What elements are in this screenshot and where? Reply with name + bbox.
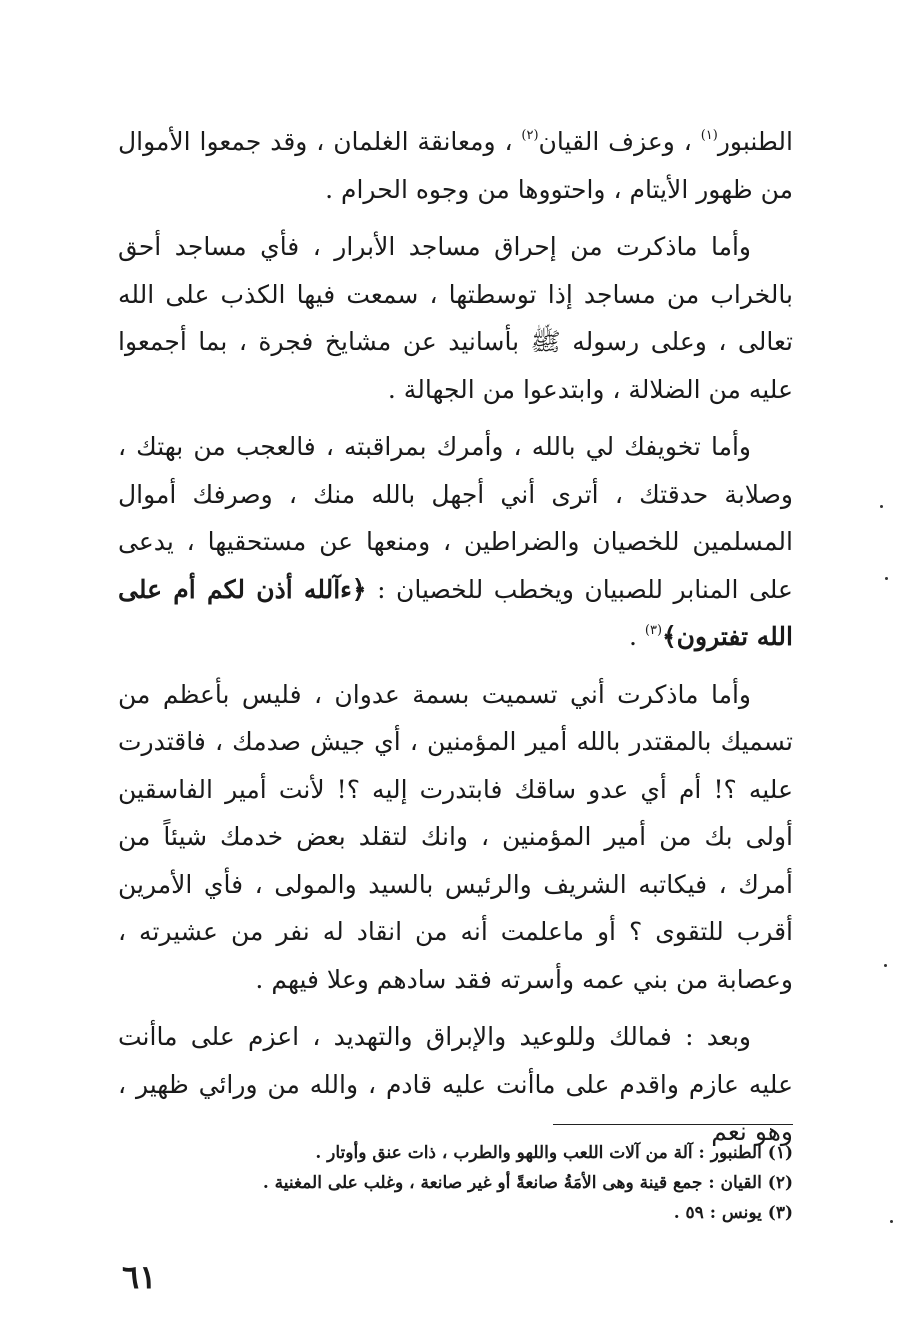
page-number: ٦١ bbox=[122, 1258, 157, 1296]
footnote-ref-2[interactable]: (٢) bbox=[521, 128, 539, 143]
footnote-divider bbox=[553, 1124, 793, 1125]
paragraph-1 bbox=[118, 118, 793, 213]
footnote-3: (٣) يونس : ٥٩ . bbox=[673, 1203, 793, 1223]
page-body bbox=[118, 118, 793, 1166]
paragraph-1-text-a: الطنبور bbox=[717, 127, 793, 156]
paragraph-1-text-b: ، وعزف القيان bbox=[538, 127, 701, 156]
quran-verse: ﴿ءآلله أذن لكم أم على الله تفترون﴾ bbox=[118, 574, 793, 651]
footnote-2: (٢) القيان : جمع قينة وهى الأمَةُ صانعةً أو غير صانعة ، وغلب على المغنية . bbox=[262, 1173, 793, 1193]
scan-speck bbox=[890, 1220, 893, 1223]
paragraph-3-text-b: . bbox=[628, 622, 645, 651]
paragraph-4: وأما ماذكرت أني تسميت بسمة عدوان ، فليس بأعظم من تسميك بالمقتدر بالله أمير المؤمنين ، أي جيش صدمك ، فاقتدرت عليه ؟! أم أي عدو ساقك فابتدرت إليه ؟! لأنت أمير الفاسقين أولى بك من أمير المؤمنين ، وانك لتقلد بعض خدمك شيئاً من أمرك ، فيكاتبه الشريف والرئيس بالسيد والمولى ، فأي الأمرين أقرب للتقوى ؟ أو ماعلمت أنه من انقاد له نفر من عشيرته ، وعصابة من بني عمه وأسرته فقد سادهم وعلا فيهم . bbox=[118, 679, 793, 994]
footnote-ref-3[interactable]: (٣) bbox=[644, 623, 663, 638]
footnote-ref-1[interactable]: (١) bbox=[700, 128, 718, 143]
footnotes bbox=[118, 1138, 793, 1228]
paragraph-5: وبعد : فمالك وللوعيد والإبراق والتهديد ، اعزم على ماأنت عليه عازم واقدم على ماأنت عليه قادم ، والله من ورائي ظهير ، وهو نعم bbox=[118, 1022, 793, 1146]
paragraph-1-text-c: ، ومعانقة الغلمان ، وقد جمعوا الأموال من ظهور الأيتام ، واحتووها من وجوه الحرام . bbox=[118, 127, 793, 204]
paragraph-2: وأما ماذكرت من إحراق مساجد الأبرار ، فأي مساجد أحق بالخراب من مساجد إذا توسطتها ، سمعت فيها الكذب على الله تعالى ، وعلى رسوله ﷺ بأسانيد عن مشايخ فجرة ، بما أجمعوا عليه من الضلالة ، وابتدعوا من الجهالة . bbox=[118, 232, 793, 404]
scan-speck bbox=[880, 505, 883, 508]
scan-speck bbox=[885, 577, 888, 580]
scan-speck bbox=[884, 964, 887, 967]
paragraph-3-text-a: وأما تخويفك لي بالله ، وأمرك بمراقبته ، فالعجب من بهتك ، وصلابة حدقتك ، أترى أني أجهل بالله منك ، وصرفك أموال المسلمين للخصيان والضراطين ، ومنعها عن مستحقيها ، يدعى على المنابر للصبيان ويخطب للخصيان : bbox=[118, 432, 793, 604]
footnote-1: (١) الطنبور : آلة من آلات اللعب واللهو والطرب ، ذات عنق وأوتار . bbox=[315, 1143, 793, 1163]
paragraph-3 bbox=[118, 423, 793, 661]
